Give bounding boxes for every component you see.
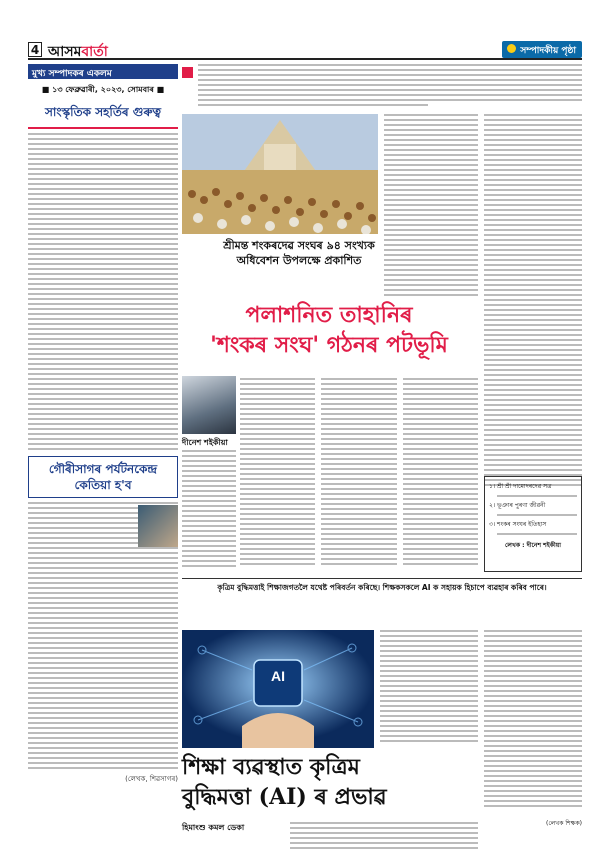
reference-item-3: ৩। শংকৰ সংঘৰ ইতিহাস — [489, 521, 547, 528]
author-name: দীনেশ শইকীয়া — [182, 438, 228, 447]
masthead — [28, 40, 582, 60]
feature-headline — [182, 300, 476, 372]
reference-item-2: ২। ভূঞাৰ পুৰণা জীৱনী — [489, 502, 546, 509]
ai-headline-line-2: বুদ্ধিমত্তা (AI) ৰ প্ৰভাৱ — [182, 784, 387, 810]
editorial-body — [28, 133, 178, 450]
reference-box — [484, 476, 582, 572]
section-badge — [502, 41, 582, 58]
tourism-title-box — [28, 456, 178, 498]
ai-bottom-text — [290, 822, 478, 850]
bullet-square-icon — [182, 67, 193, 78]
ai-column-2 — [484, 630, 582, 814]
reference-item-1: ১। শ্ৰী শ্ৰী দামোদৰদেৱ সত্ৰ — [489, 483, 552, 490]
dateline: ■ ১৩ ফেব্ৰুৱাৰী, ২০২৩, সোমবাৰ ■ — [41, 85, 165, 94]
feature-intro-column — [182, 450, 236, 572]
ai-byline: হিমাংশু কমল ডেকা — [182, 823, 245, 832]
ai-illustration — [182, 630, 374, 748]
headline-line-1: পলাশনিত তাহানিৰ — [245, 302, 413, 328]
top-text-strip — [182, 64, 582, 110]
author-photo — [182, 376, 236, 434]
paper-name-part-2: বাৰ্তা — [81, 44, 108, 60]
photo-caption — [220, 238, 378, 298]
ai-chip-label: AI — [271, 668, 285, 684]
page-number: 4 — [28, 42, 42, 57]
left-column — [28, 64, 178, 850]
gathering-photo — [182, 114, 378, 234]
tourism-title: গৌৰীসাগৰ পৰ্যটনকেন্দ্ৰ কেতিয়া হ'ব — [48, 462, 158, 492]
ai-signature: (লেখক শিক্ষক) — [546, 820, 582, 827]
caption-text: শ্ৰীমন্ত শংকৰদেৱ সংঘৰ ৯৪ সংখ্যক অধিবেশন উপলক্ষে প্ৰকাশিত — [223, 239, 375, 267]
author-photo-small — [138, 505, 178, 547]
ai-headline-line-1: শিক্ষা ব্যৱস্থাত কৃত্ৰিম — [182, 754, 360, 780]
pen-icon — [507, 44, 516, 53]
reference-footer: লেখক : দীনেশ শইকীয়া — [505, 542, 561, 549]
feature-body — [240, 378, 478, 572]
ai-column-1 — [380, 630, 478, 748]
editorial-title: সাংস্কৃতিক সহৰ্তিৰ গুৰুত্ব — [28, 101, 178, 129]
ai-intro-text: কৃত্ৰিম বুদ্ধিমত্তাই শিক্ষাজগতলৈ যথেষ্ট পৰিবৰ্তন কৰিছে। শিক্ষকসকলে AI ক সহায়ক হিচাপে ব্যৱহাৰ কৰিব পাৰে। — [217, 583, 547, 592]
headline-line-2: 'শংকৰ সংঘ' গঠনৰ পটভূমি — [210, 332, 448, 358]
editorial-heading: মুখ্য সম্পাদকৰ একলম — [28, 64, 178, 79]
ai-headline — [182, 752, 442, 820]
paper-name — [48, 40, 108, 64]
tourism-author: (লেখক, শিৱসাগৰ) — [125, 775, 178, 783]
ai-intro — [182, 582, 582, 626]
tourism-body — [28, 502, 178, 769]
section-label: সম্পাদকীয় পৃষ্ঠা — [520, 46, 576, 56]
section-divider — [182, 578, 582, 579]
paper-name-part-1: আসম — [48, 44, 82, 60]
feature-column-1 — [384, 114, 478, 306]
